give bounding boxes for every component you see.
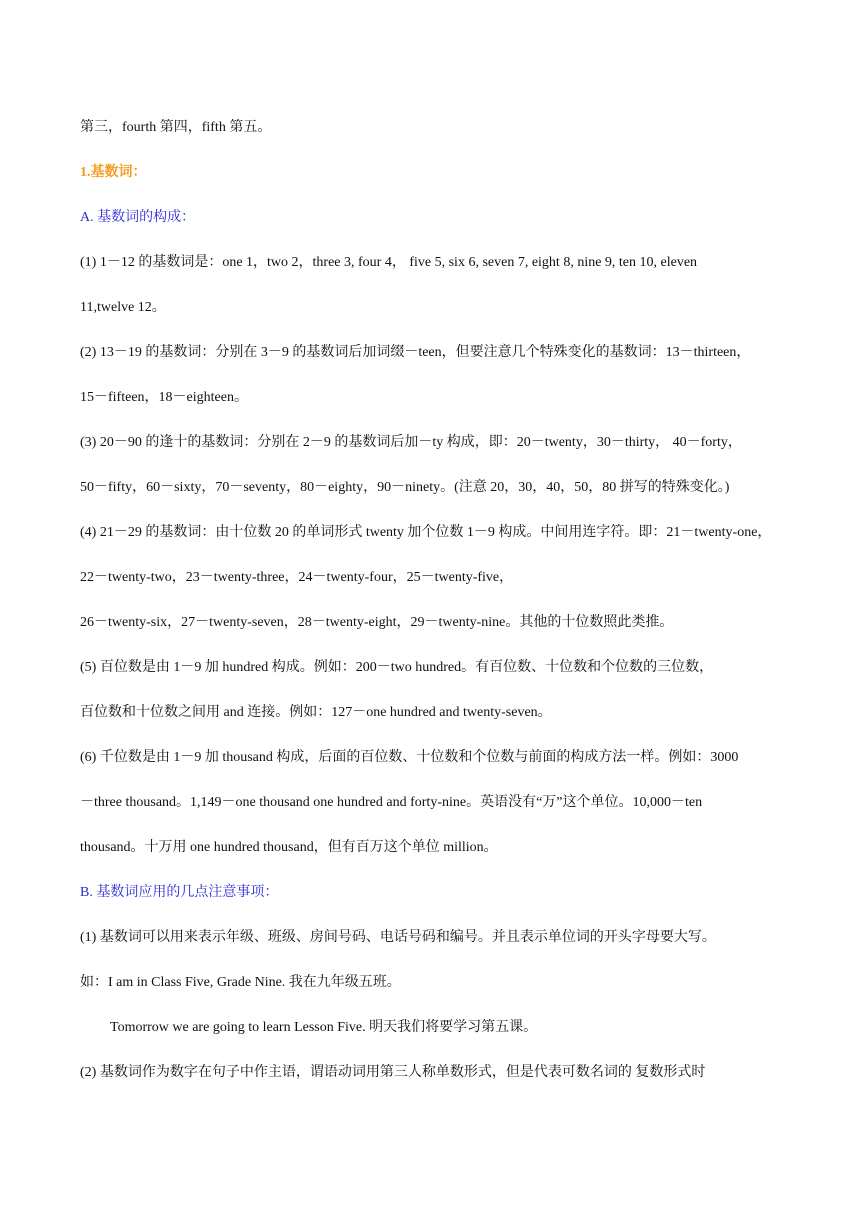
text-line: thousand。十万用 one hundred thousand，但有百万这个单位 million。 [80, 840, 498, 855]
text-line: 如：I am in Class Five, Grade Nine. 我在九年级五班。 [80, 975, 401, 990]
text-line: (5) 百位数是由 1－9 加 hundred 构成。例如：200－two hundred。有百位数、十位数和个位数的三位数， [80, 660, 714, 675]
text-line: (4) 21－29 的基数词：由十位数 20 的单词形式 twenty 加个位数 1－9 构成。中间用连字符。即：21－twenty-one， [80, 525, 772, 540]
text-line: (1) 1－12 的基数词是：one 1，two 2，three 3, four 4， five 5, six 6, seven 7, eight 8, nine 9, ten 10, eleven [80, 255, 698, 270]
subheading-formation: A. 基数词的构成： [80, 210, 196, 225]
text-line: 50－fifty，60－sixty，70－seventy，80－eighty，90－ninety。(注意 20，30，40，50，80 拼写的特殊变化。) [80, 480, 730, 495]
text-line: 15－fifteen，18－eighteen。 [80, 390, 248, 405]
section-heading-cardinal-numbers: 1.基数词： [80, 165, 147, 180]
subheading-usage-notes: B. 基数词应用的几点注意事项： [80, 885, 279, 900]
text-line: 11,twelve 12。 [80, 300, 166, 315]
text-line: (2) 基数词作为数字在句子中作主语，谓语动词用第三人称单数形式，但是代表可数名词的 复数形式时 [80, 1065, 706, 1080]
text-line: 第三，fourth 第四，fifth 第五。 [80, 120, 272, 135]
text-line: 百位数和十位数之间用 and 连接。例如：127－one hundred and twenty-seven。 [80, 705, 552, 720]
text-line: 22－twenty-two，23－twenty-three，24－twenty-four，25－twenty-five， [80, 570, 514, 585]
example-sentence: Tomorrow we are going to learn Lesson Five. 明天我们将要学习第五课。 [110, 1020, 538, 1035]
text-line: (6) 千位数是由 1－9 加 thousand 构成，后面的百位数、十位数和个位数与前面的构成方法一样。例如：3000 [80, 750, 739, 765]
text-line: (3) 20－90 的逢十的基数词：分别在 2－9 的基数词后加－ty 构成，即：20－twenty，30－thirty， 40－forty， [80, 435, 742, 450]
text-line: －three thousand。1,149－one thousand one hundred and forty-nine。英语没有“万”这个单位。10,000－ten [80, 795, 703, 810]
text-line: (2) 13－19 的基数词：分别在 3－9 的基数词后加词缀－teen，但要注意几个特殊变化的基数词：13－thirteen， [80, 345, 751, 360]
text-line: 26－twenty-six，27－twenty-seven，28－twenty-eight，29－twenty-nine。其他的十位数照此类推。 [80, 615, 674, 630]
text-line: (1) 基数词可以用来表示年级、班级、房间号码、电话号码和编号。并且表示单位词的开头字母要大写。 [80, 930, 716, 945]
